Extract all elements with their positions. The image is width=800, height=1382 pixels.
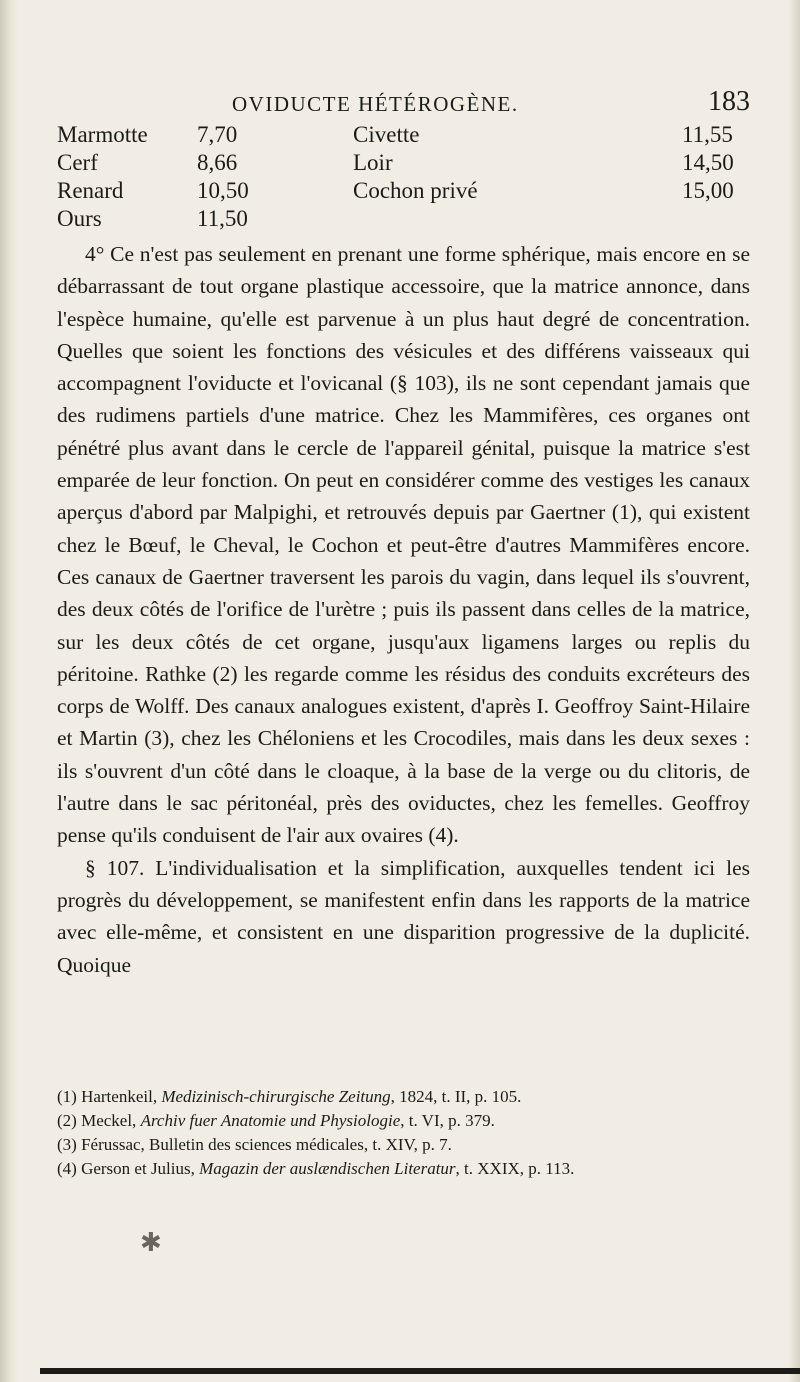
bottom-edge-rule — [40, 1368, 800, 1374]
page-number: 183 — [708, 86, 750, 117]
footnote — [57, 1133, 750, 1157]
footnote-text: (4) Gerson et Julius, — [57, 1159, 200, 1178]
footnote — [57, 1109, 750, 1133]
ratio-table — [57, 122, 757, 234]
animal-name: Loir — [353, 150, 393, 175]
footnote — [57, 1085, 750, 1109]
ink-blot-mark: ✱ — [140, 1228, 162, 1258]
animal-name: Civette — [353, 122, 420, 147]
animal-name: Renard — [57, 178, 124, 203]
table-row — [57, 150, 757, 178]
animal-value: 8,66 — [197, 150, 238, 175]
animal-value: 14,50 — [682, 150, 734, 175]
footnote-text: (1) Hartenkeil, — [57, 1087, 162, 1106]
table-row — [57, 122, 757, 150]
animal-value: 15,00 — [682, 178, 734, 203]
running-title: OVIDUCTE HÉTÉROGÈNE. — [232, 92, 519, 116]
footnote-title: Archiv fuer Anatomie und Physiologie — [140, 1111, 401, 1130]
footnote-text: , t. XXIX, p. 113. — [455, 1159, 575, 1178]
table-row — [57, 178, 757, 206]
footnote-title: Medizinisch-chirurgische Zeitung — [161, 1087, 391, 1106]
footnote-text: (3) Férussac, Bulletin des sciences médicales, t. XIV, p. 7. — [57, 1135, 452, 1154]
animal-name: Cerf — [57, 150, 98, 175]
paragraph: § 107. L'individualisation et la simplification, auxquelles tendent ici les progrès du développement, se manifestent enfin dans les rapports de la matrice avec elle-même, et consistent en une disparition progressive de la duplicité. Quoique — [57, 855, 750, 977]
paragraph: 4° Ce n'est pas seulement en prenant une forme sphérique, mais encore en se débarrassant de tout organe plastique accessoire, que la matrice annonce, dans l'espèce humaine, qu'elle est parvenue à un plus haut degré de concentration. Quelles que soient les fonctions des vésicules et des différens vaisseaux qui accompagnent l'oviducte et l'ovicanal (§ 103), ils ne sont cependant jamais que des rudimens partiels d'une matrice. Chez les Mammifères, ces organes ont pénétré plus avant dans le cercle de l'appareil génital, puisque la matrice s'est emparée de leur fonction. On peut en considérer comme des vestiges les canaux aperçus d'abord par Malpighi, et retrouvés depuis par Gaertner (1), qui existent chez le Bœuf, le Cheval, le Cochon et peut-être d'autres Mammifères encore. Ces canaux de Gaertner traversent les parois du vagin, dans lequel ils s'ouvrent, des deux côtés de l'orifice de l'urètre ; puis ils passent dans celles de la matrice, sur les deux côtés de cet organe, jusqu'aux ligamens larges ou replis du péritoine. Rathke (2) les regarde comme les résidus des conduits excréteurs des corps de Wolff. Des canaux analogues existent, d'après I. Geoffroy Saint-Hilaire et Martin (3), chez les Chéloniens et les Crocodiles, mais dans les deux sexes : ils s'ouvrent d'un côté dans le cloaque, à la base de la verge ou du clitoris, de l'autre dans le sac péritonéal, près des oviductes, chez les femelles. Geoffroy pense qu'ils conduisent de l'air aux ovaires (4). — [57, 242, 750, 848]
table-row — [57, 206, 757, 234]
footnote-title: Magazin der auslændischen Literatur — [199, 1159, 456, 1178]
animal-value: 11,50 — [197, 206, 248, 231]
footnotes — [57, 1085, 750, 1181]
animal-name: Marmotte — [57, 122, 148, 147]
footnote-text: (2) Meckel, — [57, 1111, 141, 1130]
page-edge-shadow — [0, 0, 18, 1382]
animal-value: 7,70 — [197, 122, 238, 147]
animal-name: Ours — [57, 206, 102, 231]
body-text — [57, 238, 750, 981]
footnote-text: , t. VI, p. 379. — [400, 1111, 495, 1130]
page-edge-shadow-right — [788, 0, 800, 1382]
animal-value: 11,55 — [682, 122, 733, 147]
animal-value: 10,50 — [197, 178, 249, 203]
animal-name: Cochon privé — [353, 178, 478, 203]
footnote — [57, 1157, 750, 1181]
page-header — [232, 86, 750, 122]
footnote-text: , 1824, t. II, p. 105. — [390, 1087, 522, 1106]
